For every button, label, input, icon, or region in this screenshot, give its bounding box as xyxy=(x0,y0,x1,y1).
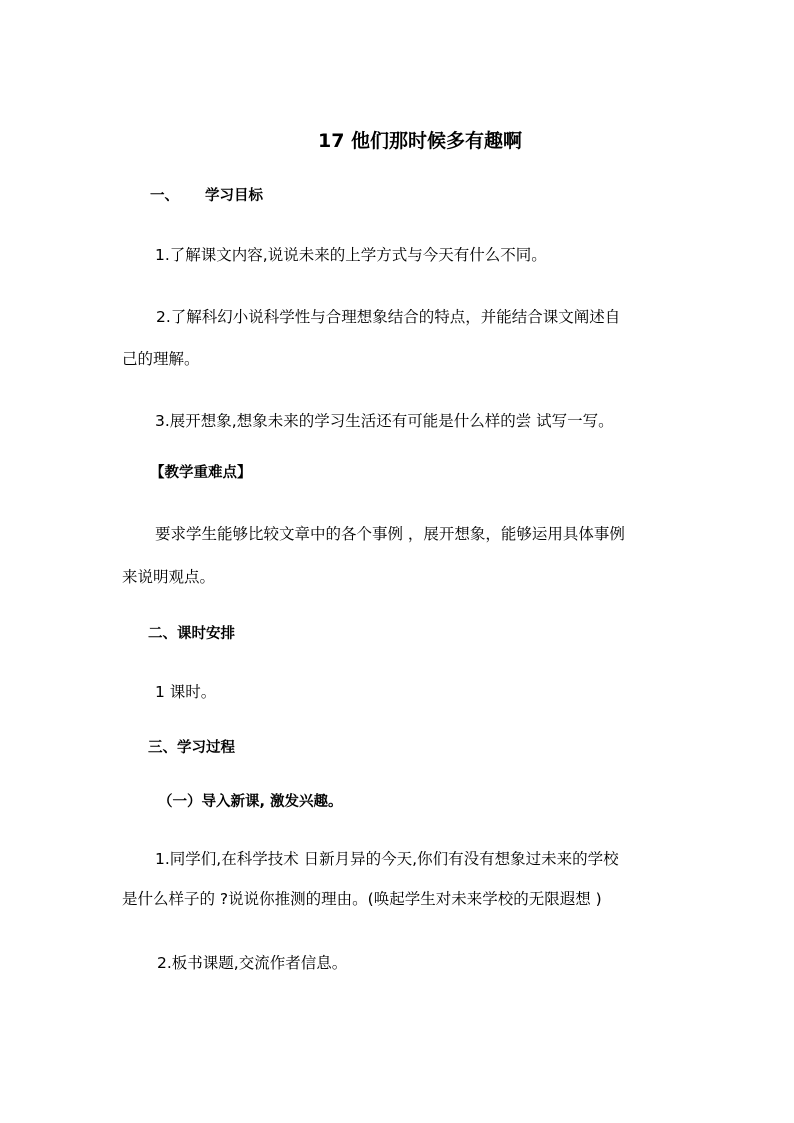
process-item-2: 2.板书课题,交流作者信息。 xyxy=(157,954,348,972)
process-item-1: 1.同学们,在科学技术 日新月异的今天,你们有没有想象过未来的学校 xyxy=(155,850,619,868)
section-3-subheading: （一）导入新课, 激发兴趣。 xyxy=(158,794,343,810)
section-1-heading xyxy=(150,186,263,206)
goal-2: 2.了解科幻小说科学性与合理想象结合的特点，并能结合课文阐述自 xyxy=(156,308,621,326)
goal-1: 1.了解课文内容,说说未来的上学方式与今天有什么不同。 xyxy=(155,246,547,264)
key-points-heading: 【教学重难点】 xyxy=(150,465,252,481)
document-title: 17 他们那时候多有趣啊 xyxy=(318,130,523,152)
section-2-heading: 二、课时安排 xyxy=(148,626,235,642)
key-points-line-2: 来说明观点。 xyxy=(122,568,216,586)
section-3-heading: 三、学习过程 xyxy=(148,740,235,756)
section-1-label: 学习目标 xyxy=(205,188,263,204)
goal-2-continued: 己的理解。 xyxy=(122,350,200,368)
section-1-number: 一、 xyxy=(150,188,179,204)
key-points-line-1: 要求学生能够比较文章中的各个事例 ，展开想象，能够运用具体事例 xyxy=(155,525,625,543)
goal-3: 3.展开想象,想象未来的学习生活还有可能是什么样的尝 试写一写。 xyxy=(155,412,614,430)
process-item-1-continued: 是什么样子的 ?说说你推测的理由。(唤起学生对未来学校的无限遐想 ) xyxy=(122,890,602,908)
section-2-content: 1 课时。 xyxy=(155,683,217,701)
